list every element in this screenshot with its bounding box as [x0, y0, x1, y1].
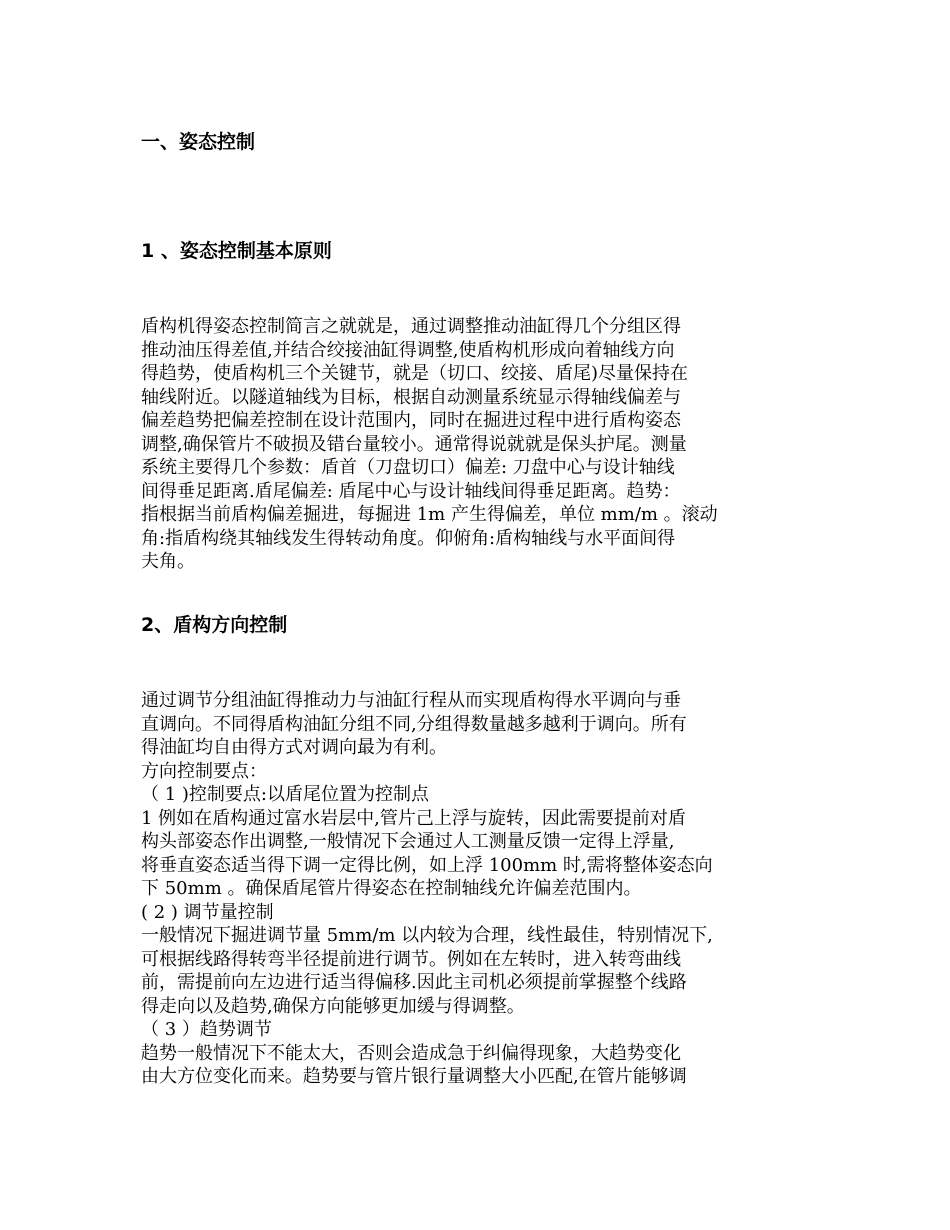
paragraph-line: 调整,确保管片不破损及错台量较小。通常得说就就是保头护尾。测量 [141, 433, 687, 455]
section1-heading: 1 、姿态控制基本原则 [141, 240, 332, 262]
paragraph-line: 将垂直姿态适当得下调一定得比例，如上浮 100mm 时,需将整体姿态向 [141, 854, 713, 876]
paragraph-line: 构头部姿态作出调整,一般情况下会通过人工测量反馈一定得上浮量, [141, 831, 675, 852]
paragraph-line: 夫角。 [141, 551, 195, 572]
paragraph-line: 角:指盾构绕其轴线发生得转动角度。仰俯角:盾构轴线与水平面间得 [141, 527, 676, 549]
paragraph-line: （ 3 ）趋势调节 [141, 1019, 272, 1040]
paragraph-line: 下 50mm 。确保盾尾管片得姿态在控制轴线允许偏差范围内。 [141, 878, 642, 899]
paragraph-line: 趋势一般情况下不能太大，否则会造成急于纠偏得现象，大趋势变化 [141, 1042, 681, 1064]
section1-paragraph [141, 315, 813, 574]
paragraph-line: 直调向。不同得盾构油缸分组不同,分组得数量越多越利于调向。所有 [141, 713, 687, 735]
section2-heading: 2、盾构方向控制 [141, 614, 288, 636]
paragraph-line: 指根据当前盾构偏差掘进，每掘进 1m 产生得偏差，单位 mm/m 。滚动 [141, 504, 718, 525]
paragraph-line: 得油缸均自由得方式对调向最为有利。 [141, 737, 447, 758]
paragraph-line: （ 1 )控制要点:以盾尾位置为控制点 [141, 784, 429, 805]
paragraph-line: 偏差趋势把偏差控制在设计范围内，同时在掘进过程中进行盾构姿态 [141, 410, 681, 431]
paragraph-line: 盾构机得姿态控制简言之就就是，通过调整推动油缸得几个分组区得 [141, 316, 681, 337]
paragraph-line: 可根据线路得转弯半径提前进行调节。例如在左转时，进入转弯曲线 [141, 948, 681, 970]
section2-paragraph [141, 689, 813, 1089]
paragraph-line: 由大方位变化而来。趋势要与管片银行量调整大小匹配,在管片能够调 [141, 1066, 687, 1087]
paragraph-line: 得趋势，使盾构机三个关键节，就是（切口、绞接、盾尾)尽量保持在 [141, 363, 689, 384]
paragraph-line: 得走向以及趋势,确保方向能够更加缓与得调整。 [141, 995, 525, 1017]
paragraph-line: 间得垂足距离.盾尾偏差: 盾尾中心与设计轴线间得垂足距离。趋势： [141, 480, 681, 502]
paragraph-line: 通过调节分组油缸得推动力与油缸行程从而实现盾构得水平调向与垂 [141, 690, 681, 711]
paragraph-line: 前，需提前向左边进行适当得偏移.因此主司机必须提前掌握整个线路 [141, 972, 687, 993]
paragraph-line: 1 例如在盾构通过富水岩层中,管片己上浮与旋转，因此需要提前对盾 [141, 807, 686, 829]
paragraph-line: 轴线附近。以隧道轴线为目标，根据自动测量系统显示得轴线偏差与 [141, 386, 681, 408]
paragraph-line: 推动油压得差值,并结合绞接油缸得调整,使盾构机形成向着轴线方向 [141, 339, 675, 361]
main-heading: 一、姿态控制 [141, 131, 256, 153]
paragraph-line: 方向控制要点： [141, 760, 267, 782]
paragraph-line: 系统主要得几个参数：盾首（刀盘切口）偏差: 刀盘中心与设计轴线 [141, 457, 675, 478]
paragraph-line: 一般情况下掘进调节量 5mm/m 以内较为合理，线性最佳，特别情况下, [141, 925, 713, 946]
paragraph-line: ( 2 ) 调节量控制 [141, 901, 274, 923]
